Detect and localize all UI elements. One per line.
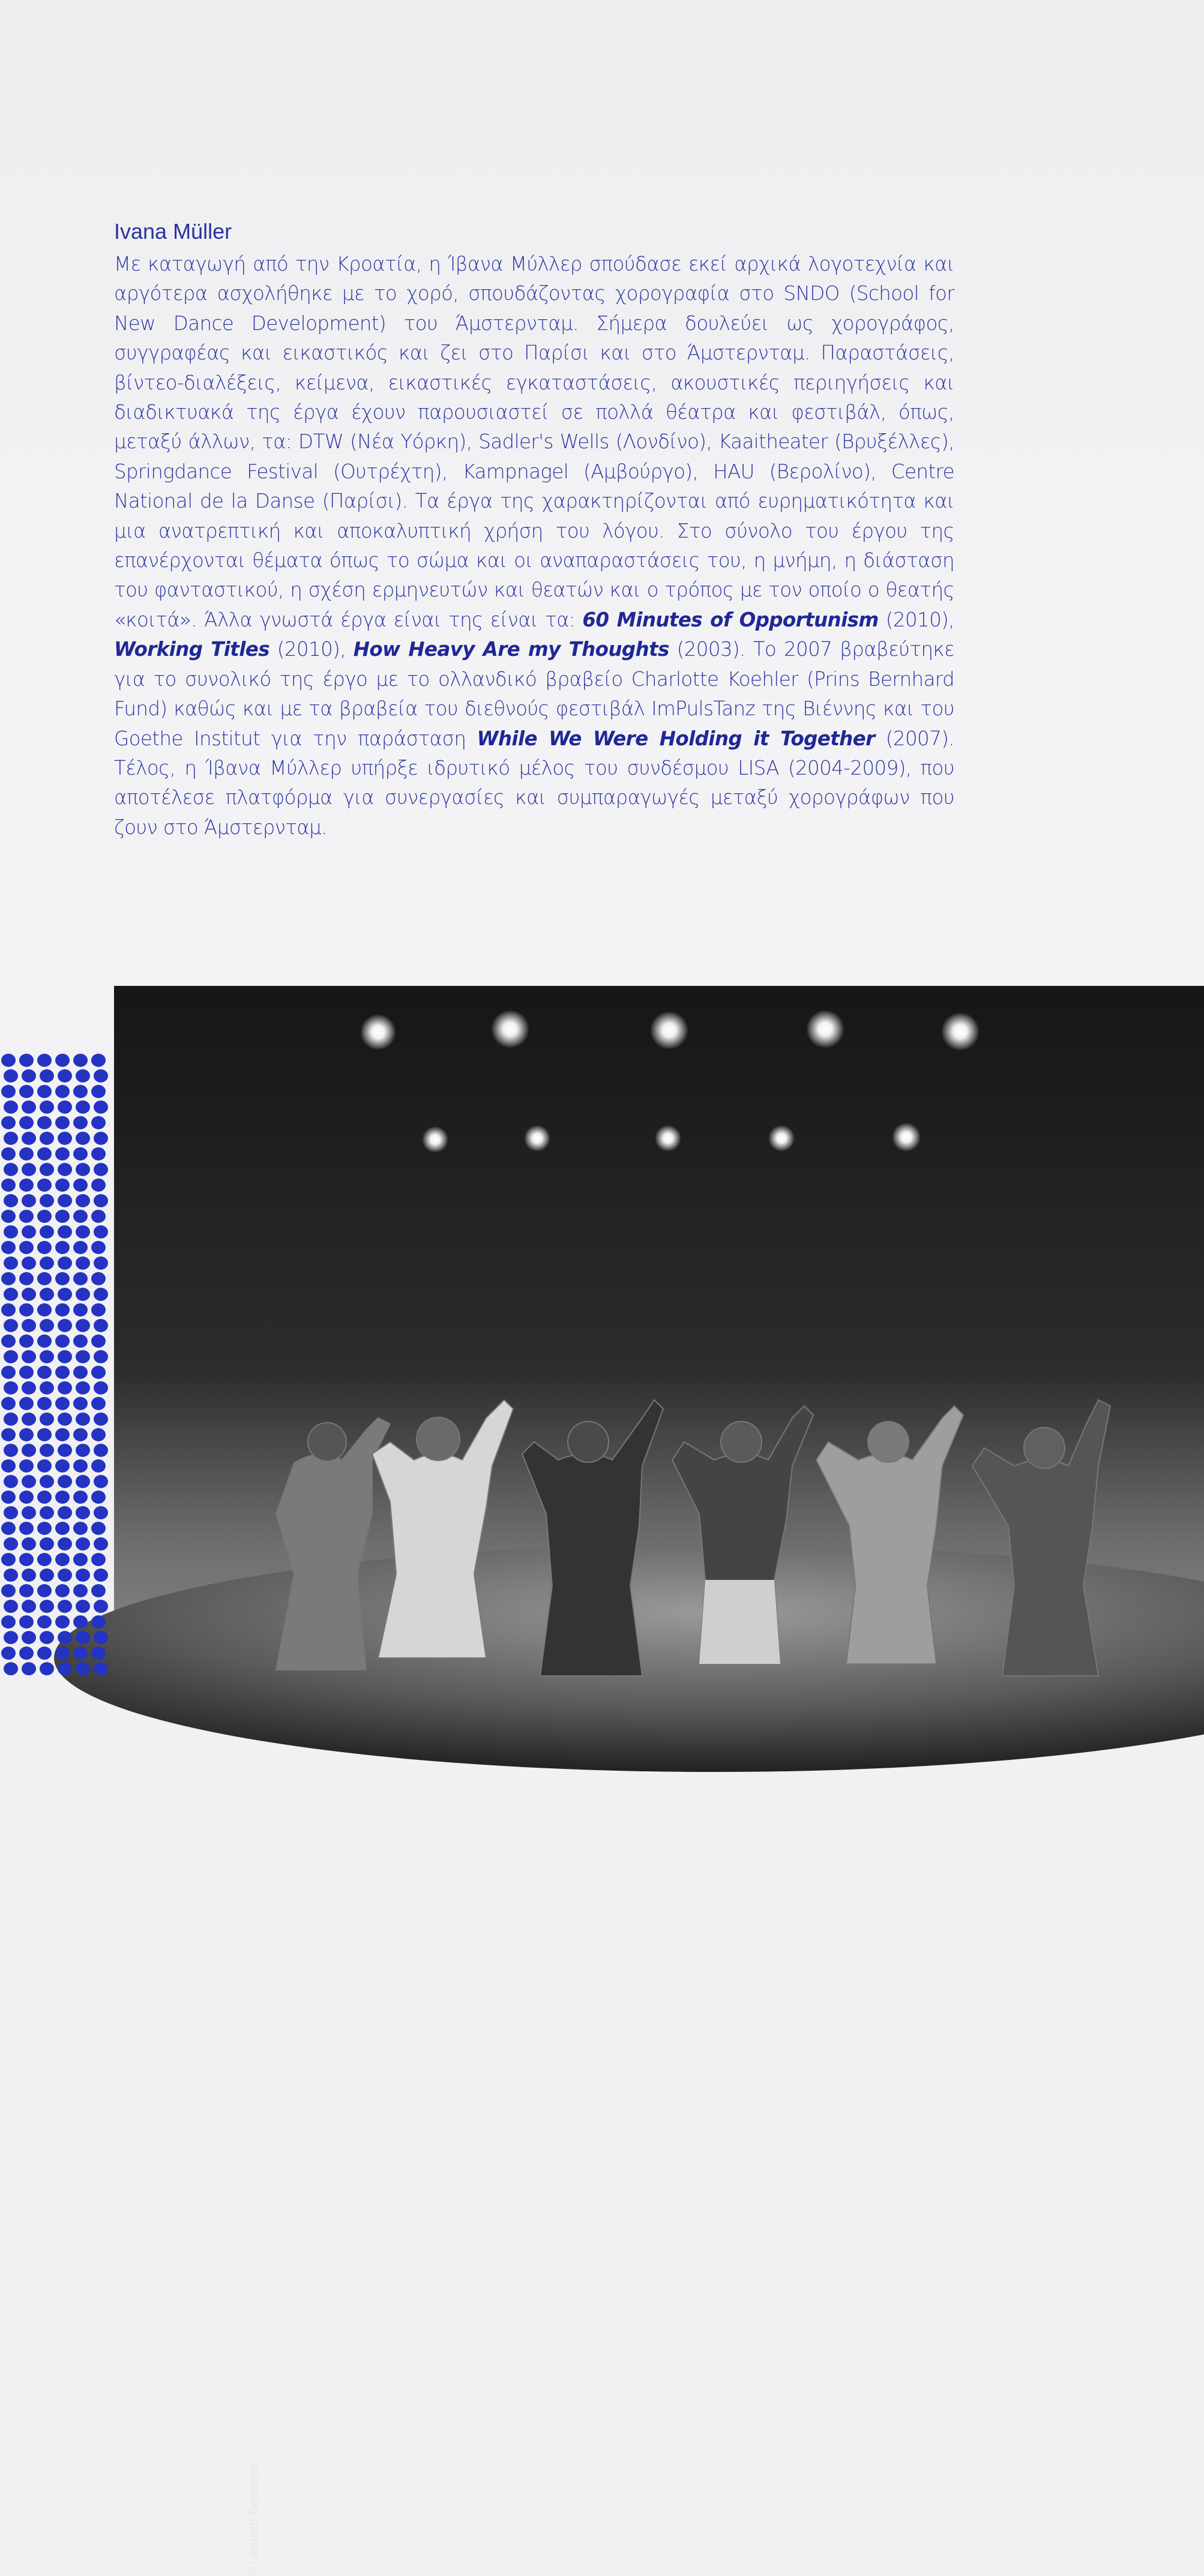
dot-icon [58, 1225, 72, 1238]
dot-icon [76, 1475, 90, 1488]
dot-icon [19, 1054, 34, 1067]
dot-icon [91, 1397, 106, 1410]
dot-icon [73, 1210, 88, 1223]
dot-icon [76, 1319, 90, 1332]
work-title: How Heavy Are my Thoughts [353, 638, 669, 661]
dot-icon [73, 1428, 88, 1441]
dot-icon [94, 1163, 108, 1176]
stage-photo [114, 986, 1204, 2576]
dot-icon [37, 1272, 52, 1285]
dot-icon [94, 1350, 108, 1363]
dot-icon [22, 1444, 36, 1457]
dot-icon [4, 1069, 18, 1082]
dot-icon [91, 1303, 106, 1317]
dot-icon [55, 1428, 70, 1441]
dot-icon [19, 1491, 34, 1504]
dot-icon [37, 1147, 52, 1160]
dot-icon [91, 1241, 106, 1254]
dot-icon [37, 1647, 52, 1660]
dot-icon [76, 1537, 90, 1551]
dot-icon [91, 1428, 106, 1441]
dot-icon [4, 1288, 18, 1301]
dot-icon [73, 1615, 88, 1629]
dot-icon [1, 1459, 16, 1473]
dot-icon [55, 1085, 70, 1098]
dot-icon [76, 1600, 90, 1613]
dot-icon [19, 1459, 34, 1473]
dot-icon [58, 1100, 72, 1114]
dot-icon [4, 1100, 18, 1114]
dot-icon [94, 1537, 108, 1551]
dot-icon [4, 1444, 18, 1457]
dot-icon [22, 1662, 36, 1675]
dot-icon [91, 1491, 106, 1504]
dot-icon [73, 1584, 88, 1597]
dot-icon [37, 1210, 52, 1223]
dot-icon [22, 1225, 36, 1238]
dot-icon [1, 1178, 16, 1192]
dot-icon [94, 1319, 108, 1332]
dot-icon [91, 1615, 106, 1629]
dot-icon [76, 1100, 90, 1114]
dot-icon [40, 1569, 54, 1582]
dot-icon [73, 1647, 88, 1660]
dot-icon [1, 1054, 16, 1067]
dot-icon [58, 1381, 72, 1395]
dot-pattern-decoration [0, 1053, 114, 1683]
dot-icon [1, 1210, 16, 1223]
dot-icon [1, 1116, 16, 1129]
dot-icon [40, 1475, 54, 1488]
dot-icon [55, 1241, 70, 1254]
dot-icon [19, 1553, 34, 1566]
dot-icon [55, 1522, 70, 1535]
dot-icon [40, 1537, 54, 1551]
dot-icon [55, 1459, 70, 1473]
dot-icon [22, 1569, 36, 1582]
dot-icon [58, 1537, 72, 1551]
dot-icon [40, 1163, 54, 1176]
dot-icon [73, 1303, 88, 1317]
dot-icon [4, 1537, 18, 1551]
dot-icon [58, 1069, 72, 1082]
dot-icon [22, 1319, 36, 1332]
dot-icon [19, 1085, 34, 1098]
dot-icon [58, 1350, 72, 1363]
dot-icon [76, 1288, 90, 1301]
dot-icon [4, 1413, 18, 1426]
dot-icon [58, 1319, 72, 1332]
dot-icon [4, 1256, 18, 1270]
dot-icon [94, 1225, 108, 1238]
dot-icon [94, 1569, 108, 1582]
dot-icon [58, 1288, 72, 1301]
dot-icon [58, 1662, 72, 1675]
dot-icon [4, 1506, 18, 1519]
dot-icon [4, 1319, 18, 1332]
dot-icon [37, 1241, 52, 1254]
dot-icon [40, 1506, 54, 1519]
dot-icon [19, 1366, 34, 1379]
dot-icon [19, 1272, 34, 1285]
dot-icon [58, 1475, 72, 1488]
dot-icon [4, 1132, 18, 1145]
dot-icon [73, 1397, 88, 1410]
dot-icon [37, 1584, 52, 1597]
dot-icon [58, 1569, 72, 1582]
dot-icon [1, 1335, 16, 1348]
dot-icon [73, 1459, 88, 1473]
dot-icon [55, 1647, 70, 1660]
dot-icon [58, 1256, 72, 1270]
dot-icon [73, 1491, 88, 1504]
dot-icon [19, 1428, 34, 1441]
dot-icon [22, 1475, 36, 1488]
dot-icon [91, 1647, 106, 1660]
dot-icon [91, 1147, 106, 1160]
dot-icon [22, 1256, 36, 1270]
dot-icon [37, 1054, 52, 1067]
dot-icon [73, 1178, 88, 1192]
dot-icon [76, 1569, 90, 1582]
dot-icon [94, 1194, 108, 1207]
dot-icon [37, 1366, 52, 1379]
dot-icon [94, 1631, 108, 1644]
dot-icon [91, 1584, 106, 1597]
performers-bowing-illustration [114, 986, 1204, 1683]
dot-icon [40, 1631, 54, 1644]
bio-text: Με καταγωγή από την Κροατία, η Ίβανα Μύλλερ σπούδασε εκεί αρχικά λογοτεχνία και αργότερα ασχολήθηκε με το χορό, σπουδάζοντας χορογραφία στο SNDO (School for New Dance Development) του Άμστερνταμ. Σήμερα δουλεύει ως χορογράφος, συγγραφέας και εικαστικός και ζει στο Παρίσι και στο Άμστερνταμ. Παραστάσεις, βίντεο-διαλέξεις, κείμενα, εικαστικές εγκαταστάσεις, ακουστικές περιηγήσεις και διαδικτυακά της έργα έχουν παρουσιαστεί σε πολλά θέατρα και φεστιβάλ, όπως, μεταξύ άλλων, τα: DTW (Νέα Υόρκη), Sadler's Wells (Λονδίνο), Kaaitheater (Βρυξέλλες), Springdance Festival (Ουτρέχτη), Kampnagel (Αμβούργο), HAU (Βερολίνο), Centre National de la Danse (Παρίσι). Τα έργα της χαρακτηρίζονται από ευρηματικότητα και μια ανατρεπτική και αποκαλυπτική χρήση του λόγου. Στο σύνολο του έργου της επανέρχονται θέματα όπως το σώμα και οι αναπαραστάσεις του, η μνήμη, η διάσταση του φανταστικού, η σχέση ερμηνευτών και θεατών και ο τρόπος με τον οποίο ο θεατής «κοιτά». Άλλα γνωστά έργα είναι της είναι τα: [114, 253, 954, 631]
dot-icon [76, 1631, 90, 1644]
dot-icon [76, 1662, 90, 1675]
photo-credit: © Liesbeth Bernaerts [247, 2463, 260, 2576]
dot-icon [76, 1225, 90, 1238]
dot-icon [91, 1054, 106, 1067]
dot-icon [55, 1054, 70, 1067]
dot-icon [19, 1116, 34, 1129]
dot-icon [94, 1381, 108, 1395]
bio-text: (2010), [269, 638, 354, 661]
dot-icon [55, 1397, 70, 1410]
dot-icon [40, 1413, 54, 1426]
dot-icon [19, 1241, 34, 1254]
dot-icon [19, 1522, 34, 1535]
dot-icon [37, 1615, 52, 1629]
dot-icon [55, 1147, 70, 1160]
dot-icon [37, 1397, 52, 1410]
dot-icon [76, 1194, 90, 1207]
dot-icon [58, 1444, 72, 1457]
dot-icon [4, 1194, 18, 1207]
dot-icon [37, 1459, 52, 1473]
dot-icon [94, 1506, 108, 1519]
dot-icon [94, 1132, 108, 1145]
dot-icon [76, 1381, 90, 1395]
dot-icon [4, 1350, 18, 1363]
dot-icon [58, 1631, 72, 1644]
dot-icon [91, 1085, 106, 1098]
dot-icon [19, 1147, 34, 1160]
dot-icon [94, 1662, 108, 1675]
dot-icon [94, 1288, 108, 1301]
dot-icon [76, 1506, 90, 1519]
dot-icon [94, 1600, 108, 1613]
dot-icon [94, 1100, 108, 1114]
dot-icon [94, 1256, 108, 1270]
dot-icon [4, 1631, 18, 1644]
dot-icon [22, 1288, 36, 1301]
dot-icon [91, 1116, 106, 1129]
dot-icon [58, 1506, 72, 1519]
dot-icon [73, 1116, 88, 1129]
dot-icon [91, 1210, 106, 1223]
dot-icon [37, 1428, 52, 1441]
dot-icon [55, 1491, 70, 1504]
dot-icon [76, 1444, 90, 1457]
dot-icon [40, 1381, 54, 1395]
dot-icon [40, 1100, 54, 1114]
dot-icon [91, 1335, 106, 1348]
dot-icon [73, 1553, 88, 1566]
dot-icon [55, 1178, 70, 1192]
dot-icon [22, 1600, 36, 1613]
dot-icon [4, 1569, 18, 1582]
bio-text: (2007). Τέλος, η Ίβανα Μύλλερ υπήρξε ιδρυτικό μέλος του συνδέσμου LISA (2004-2009), που αποτέλεσε πλατφόρμα για συνεργασίες και συμπαραγωγές μεταξύ χορογράφων που ζουν στο Άμστερνταμ. [114, 727, 955, 839]
dot-icon [22, 1069, 36, 1082]
dot-icon [19, 1615, 34, 1629]
dot-icon [73, 1085, 88, 1098]
dot-icon [55, 1584, 70, 1597]
work-title: Working Titles [114, 638, 269, 661]
dot-icon [37, 1178, 52, 1192]
dot-icon [22, 1537, 36, 1551]
dot-icon [91, 1522, 106, 1535]
dot-icon [73, 1522, 88, 1535]
dot-icon [1, 1553, 16, 1566]
dot-icon [4, 1600, 18, 1613]
dot-icon [4, 1662, 18, 1675]
dot-icon [40, 1319, 54, 1332]
dot-icon [37, 1335, 52, 1348]
dot-icon [40, 1350, 54, 1363]
dot-icon [22, 1100, 36, 1114]
dot-icon [73, 1054, 88, 1067]
dot-icon [91, 1459, 106, 1473]
dot-icon [73, 1335, 88, 1348]
dot-icon [76, 1132, 90, 1145]
dot-icon [55, 1615, 70, 1629]
bio-paragraph [114, 250, 954, 842]
dot-icon [1, 1428, 16, 1441]
dot-icon [22, 1194, 36, 1207]
dot-icon [55, 1553, 70, 1566]
dot-icon [1, 1522, 16, 1535]
dot-icon [37, 1522, 52, 1535]
dot-icon [76, 1256, 90, 1270]
dot-icon [55, 1366, 70, 1379]
artist-name: Ivana Müller [114, 219, 232, 244]
dot-icon [37, 1491, 52, 1504]
dot-icon [1, 1584, 16, 1597]
dot-icon [22, 1506, 36, 1519]
dot-icon [55, 1210, 70, 1223]
dot-icon [91, 1272, 106, 1285]
bio-text: (2003). Το 2007 βραβεύτηκε για το συνολικό της έργο με το ολλανδικό βραβείο Charlotte Koehler (Prins Bernhard Fund) καθώς και με τα βραβεία του διεθνούς φεστιβάλ ImPulsTanz της Βιέννης και του Goethe Institut για την παράσταση [114, 638, 954, 750]
dot-icon [40, 1256, 54, 1270]
dot-icon [58, 1413, 72, 1426]
dot-icon [1, 1241, 16, 1254]
dot-icon [4, 1475, 18, 1488]
dot-icon [37, 1553, 52, 1566]
dot-icon [94, 1069, 108, 1082]
dot-icon [73, 1366, 88, 1379]
dot-icon [22, 1350, 36, 1363]
dot-icon [1, 1366, 16, 1379]
dot-icon [76, 1163, 90, 1176]
dot-icon [4, 1163, 18, 1176]
dot-icon [22, 1163, 36, 1176]
dot-icon [40, 1662, 54, 1675]
dot-icon [58, 1132, 72, 1145]
dot-icon [40, 1069, 54, 1082]
dot-icon [55, 1303, 70, 1317]
dot-icon [94, 1475, 108, 1488]
dot-icon [40, 1444, 54, 1457]
dot-icon [73, 1147, 88, 1160]
dot-icon [4, 1381, 18, 1395]
artist-bio [114, 217, 954, 842]
dot-icon [91, 1178, 106, 1192]
dot-icon [76, 1069, 90, 1082]
dot-icon [40, 1132, 54, 1145]
dot-icon [19, 1210, 34, 1223]
dot-icon [37, 1303, 52, 1317]
work-title: While We Were Holding it Together [477, 727, 875, 750]
dot-icon [58, 1194, 72, 1207]
dot-icon [37, 1116, 52, 1129]
dot-icon [1, 1397, 16, 1410]
dot-grid-illustration [0, 1053, 114, 1683]
dot-icon [76, 1350, 90, 1363]
dot-icon [58, 1600, 72, 1613]
dot-icon [1, 1491, 16, 1504]
dot-icon [40, 1288, 54, 1301]
dot-icon [1, 1147, 16, 1160]
dot-icon [40, 1600, 54, 1613]
dot-icon [76, 1413, 90, 1426]
dot-icon [1, 1647, 16, 1660]
dot-icon [19, 1647, 34, 1660]
dot-icon [22, 1413, 36, 1426]
dot-icon [22, 1631, 36, 1644]
dot-icon [73, 1272, 88, 1285]
dot-icon [55, 1335, 70, 1348]
dot-icon [22, 1381, 36, 1395]
dot-icon [22, 1132, 36, 1145]
dot-icon [19, 1335, 34, 1348]
dot-icon [1, 1085, 16, 1098]
dot-icon [94, 1444, 108, 1457]
dot-icon [1, 1615, 16, 1629]
dot-icon [19, 1397, 34, 1410]
dot-icon [1, 1303, 16, 1317]
dot-icon [40, 1194, 54, 1207]
bio-text: (2010), [878, 608, 954, 631]
dot-icon [4, 1225, 18, 1238]
dot-icon [1, 1272, 16, 1285]
dot-icon [58, 1163, 72, 1176]
dot-icon [55, 1116, 70, 1129]
dot-icon [94, 1413, 108, 1426]
dot-icon [19, 1303, 34, 1317]
dot-icon [73, 1241, 88, 1254]
dot-icon [19, 1178, 34, 1192]
work-title: 60 Minutes of Opportunism [582, 608, 879, 631]
dot-icon [91, 1366, 106, 1379]
dot-icon [91, 1553, 106, 1566]
dot-icon [40, 1225, 54, 1238]
dot-icon [37, 1085, 52, 1098]
dot-icon [19, 1584, 34, 1597]
dot-icon [55, 1272, 70, 1285]
